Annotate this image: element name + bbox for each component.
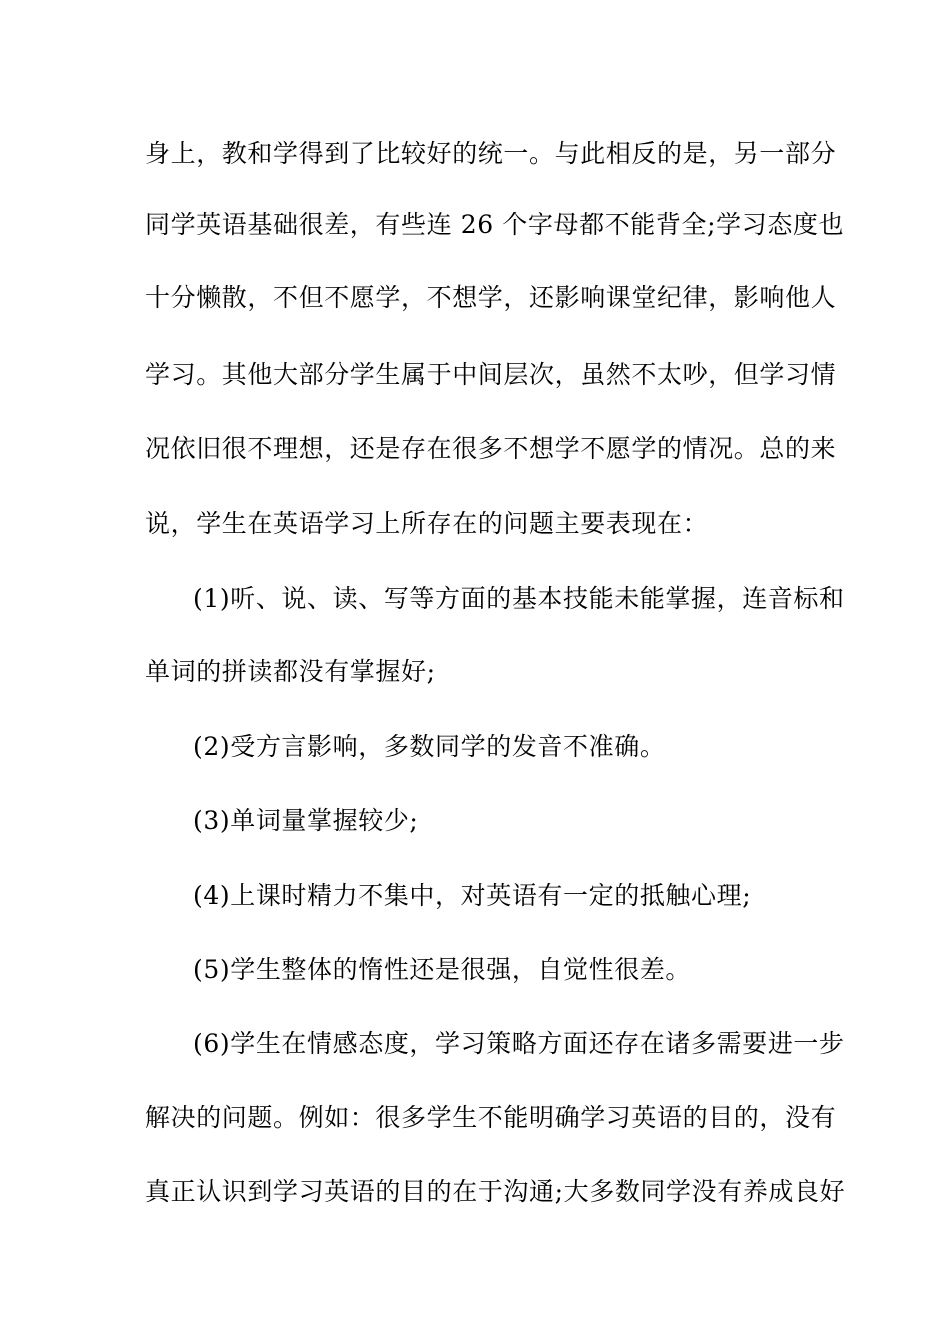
list-item-line: (1)听、说、读、写等方面的基本技能未能掌握，连音标和 — [193, 584, 845, 613]
text-line: 真正认识到学习英语的目的在于沟通;大多数同学没有养成良好 — [145, 1177, 846, 1206]
list-item-line: (2)受方言影响，多数同学的发音不准确。 — [193, 732, 666, 761]
text-line: 十分懒散，不但不愿学，不想学，还影响课堂纪律，影响他人 — [145, 283, 837, 312]
text-line: 同学英语基础很差，有些连 26 个字母都不能背全;学习态度也 — [145, 210, 845, 239]
text-line: 况依旧很不理想，还是存在很多不想学不愿学的情况。总的来 — [145, 434, 837, 463]
list-item-line: (6)学生在情感态度，学习策略方面还存在诸多需要进一步 — [193, 1029, 845, 1058]
text-line: 说，学生在英语学习上所存在的问题主要表现在： — [145, 509, 709, 538]
text-line: 身上，教和学得到了比较好的统一。与此相反的是，另一部分 — [145, 139, 837, 168]
list-item-line: (4)上课时精力不集中，对英语有一定的抵触心理; — [193, 881, 752, 910]
text-line: 解决的问题。例如：很多学生不能明确学习英语的目的，没有 — [145, 1103, 837, 1132]
text-line: 单词的拼读都没有掌握好; — [145, 657, 436, 686]
list-item-line: (5)学生整体的惰性还是很强，自觉性很差。 — [193, 955, 692, 984]
text-line: 学习。其他大部分学生属于中间层次，虽然不太吵，但学习情 — [145, 360, 837, 389]
list-item-line: (3)单词量掌握较少; — [193, 806, 419, 835]
